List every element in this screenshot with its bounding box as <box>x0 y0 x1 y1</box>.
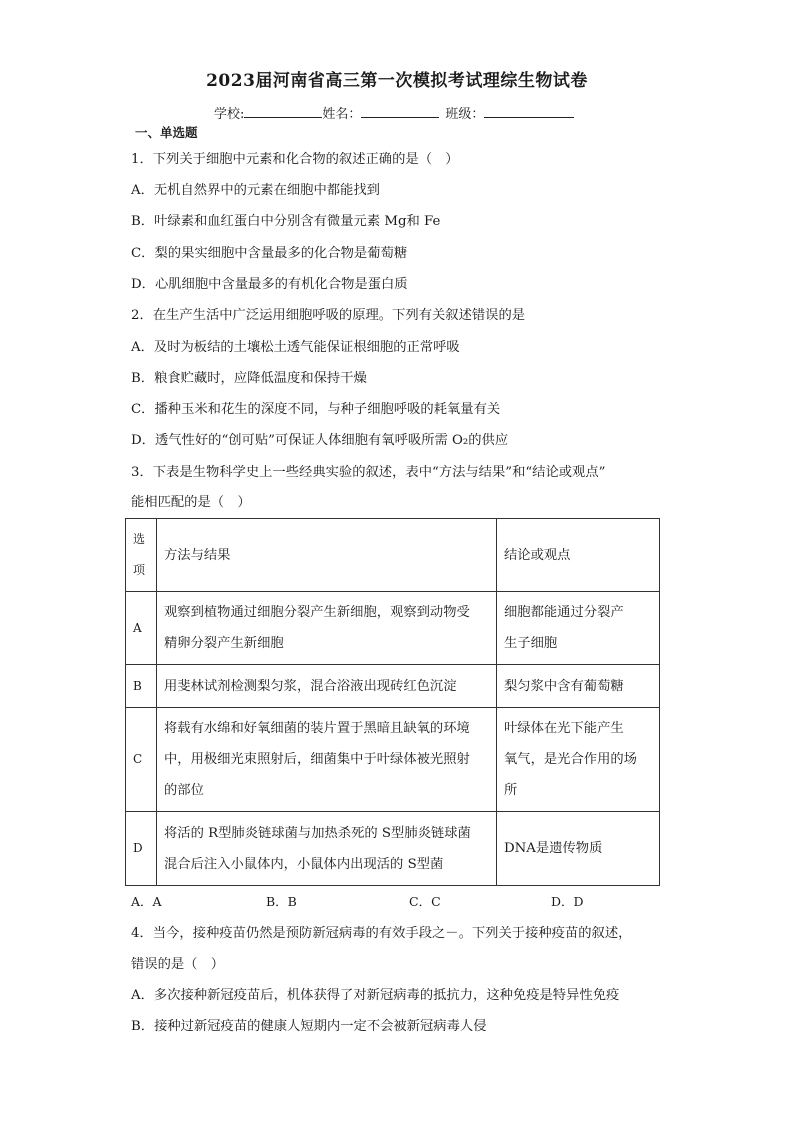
method-line: 混合后注入小鼠体内，小鼠体内出现活的 S型菌 <box>164 856 444 872</box>
conclusion-line: DNA是遗传物质 <box>504 841 603 856</box>
row-conclusion-cell <box>497 708 660 812</box>
q2-stem: 2．在生产生活中广泛运用细胞呼吸的原理。下列有关叙述错误的是 <box>131 308 526 323</box>
method-line: 精卵分裂产生新细胞 <box>164 636 284 651</box>
row-method-cell <box>157 592 497 665</box>
header-option-cell <box>126 519 157 592</box>
header-option-line2: 项 <box>133 563 146 577</box>
q4-stem-line2: 错误的是（ ） <box>131 957 225 972</box>
q1-stem: 1．下列关于细胞中元素和化合物的叙述正确的是（ ） <box>131 152 459 167</box>
row-method-cell <box>157 708 497 812</box>
method-line: 的部位 <box>164 783 204 798</box>
q3-choice-a: A．A <box>131 894 162 909</box>
conclusion-line: 梨匀浆中含有葡萄糖 <box>504 678 624 694</box>
conclusion-line: 生子细胞 <box>504 636 558 651</box>
q4-stem-line1: 4．当今，接种疫苗仍然是预防新冠病毒的有效手段之－。下列关于接种疫苗的叙述， <box>131 926 632 941</box>
conclusion-line: 所 <box>504 783 518 798</box>
method-line: 将活的 R型肺炎链球菌与加热杀死的 S型肺炎链球菌 <box>164 825 471 841</box>
row-option-cell: B <box>126 665 157 708</box>
header-option-line1: 选 <box>133 532 146 546</box>
method-line: 用斐林试剂检测梨匀浆，混合浴液出现砖红色沉淀 <box>164 678 457 694</box>
header-method-cell: 方法与结果 <box>157 519 497 592</box>
header-conclusion-cell: 结论或观点 <box>497 519 660 592</box>
conclusion-line: 叶绿体在光下能产生 <box>504 721 624 736</box>
q4-option-b: B．接种过新冠疫苗的健康人短期内一定不会被新冠病毒人侵 <box>131 1019 487 1034</box>
conclusion-line: 氧气，是光合作用的场 <box>504 752 637 767</box>
q2-option-d: D．透气性好的“创可贴”可保证人体细胞有氧呼吸所需 O₂的供应 <box>131 433 509 448</box>
q1-option-c: C．梨的果实细胞中含量最多的化合物是葡萄糖 <box>131 246 408 261</box>
method-line: 观察到植物通过细胞分裂产生新细胞，观察到动物受 <box>164 605 470 620</box>
table-header-row <box>126 519 660 592</box>
method-line: 将载有水绵和好氧细菌的装片置于黑暗且缺氧的环境 <box>164 721 470 736</box>
q2-option-b: B．粮食贮藏时，应降低温度和保持干燥 <box>131 371 367 386</box>
row-option-cell: A <box>126 592 157 665</box>
row-conclusion-cell <box>497 665 660 708</box>
row-method-cell <box>157 665 497 708</box>
table-row <box>126 592 660 665</box>
table-row <box>126 812 660 886</box>
q3-choice-c: C．C <box>409 894 441 909</box>
row-option-cell: C <box>126 708 157 812</box>
class-label: 班级： <box>445 107 485 122</box>
school-label: 学校: <box>214 107 245 122</box>
row-conclusion-cell <box>497 812 660 886</box>
table-row <box>126 708 660 812</box>
q3-stem-line2: 能相匹配的是（ ） <box>131 495 251 510</box>
conclusion-line: 细胞都能通过分裂产 <box>504 605 624 620</box>
q1-option-b: B．叶绿素和血红蛋白中分别含有微量元素 Mg和 Fe <box>131 214 441 229</box>
q3-stem-line1: 3．下表是生物科学史上一些经典实验的叙述，表中“方法与结果”和“结论或观点” <box>131 465 606 480</box>
name-label: 姓名： <box>322 107 362 122</box>
experiment-table <box>125 518 660 886</box>
method-line: 中，用极细光束照射后，细菌集中于叶绿体被光照射 <box>164 752 470 767</box>
school-blank <box>244 105 322 118</box>
q2-option-a: A．及时为板结的土壤松土透气能保证根细胞的正常呼吸 <box>131 340 460 355</box>
q1-option-a: A．无机自然界中的元素在细胞中都能找到 <box>131 183 380 198</box>
q2-option-c: C．播种玉米和花生的深度不同，与种子细胞呼吸的耗氧量有关 <box>131 402 501 417</box>
row-method-cell <box>157 812 497 886</box>
class-blank <box>484 105 574 118</box>
row-option-cell: D <box>126 812 157 886</box>
page-title: 2023届河南省高三第一次模拟考试理综生物试卷 <box>206 71 588 91</box>
q1-option-d: D．心肌细胞中含量最多的有机化合物是蛋白质 <box>131 277 408 292</box>
q4-option-a: A．多次接种新冠疫苗后，机体获得了对新冠病毒的抵抗力，这种免疫是特异性免疫 <box>131 988 620 1003</box>
student-info-line <box>214 103 574 122</box>
q3-choice-b: B．B <box>266 894 297 909</box>
row-conclusion-cell <box>497 592 660 665</box>
q3-choice-d: D．D <box>551 894 584 909</box>
section-title: 一、单选题 <box>135 125 198 140</box>
table-row <box>126 665 660 708</box>
name-blank <box>361 105 439 118</box>
